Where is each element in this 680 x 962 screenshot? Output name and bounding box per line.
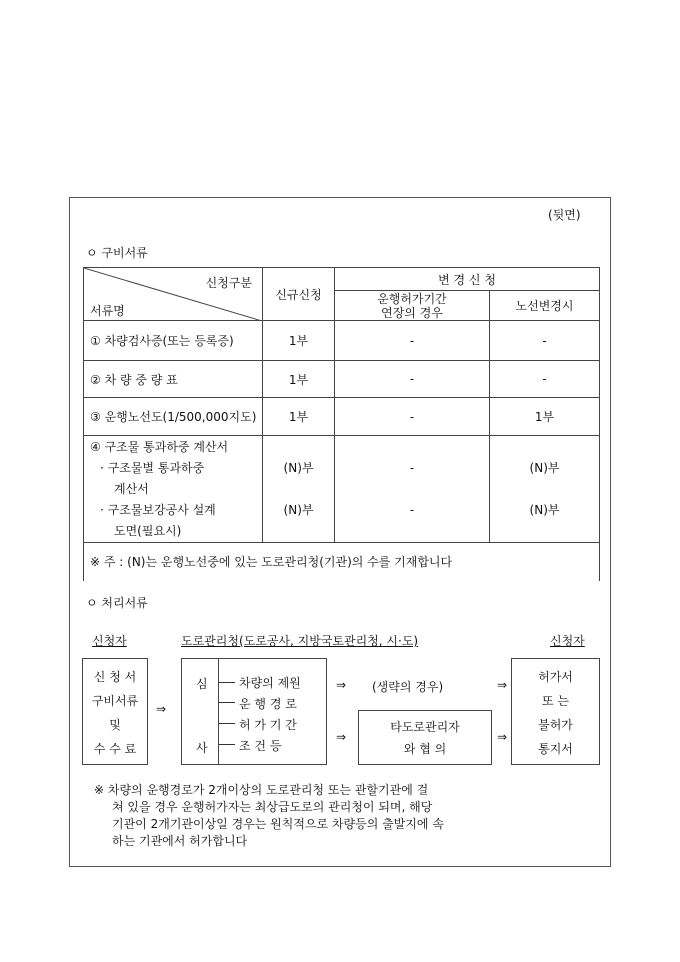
new-count: 1부 bbox=[263, 361, 335, 398]
review-box bbox=[181, 658, 327, 765]
applicant-left-label: 신청자 bbox=[92, 634, 127, 648]
review-bottom: 사 bbox=[196, 741, 208, 755]
doc-name: ① 차량검사증(또는 등록증) bbox=[84, 321, 263, 361]
corner-top: 신청구분 bbox=[205, 276, 252, 290]
col-new: 신규신청 bbox=[263, 268, 335, 321]
arrow-icon: ⇒ bbox=[336, 678, 347, 692]
arrow-icon: ⇒ bbox=[156, 702, 167, 716]
table-row bbox=[84, 361, 600, 398]
col-route: 노선변경시 bbox=[490, 291, 600, 321]
new-count: 1부 bbox=[263, 398, 335, 436]
review-item: 차량의 제원 bbox=[239, 676, 301, 690]
section-required-docs: ㅇ 구비서류 bbox=[86, 246, 148, 260]
arrow-icon: ⇒ bbox=[336, 730, 347, 744]
extend-count: - - bbox=[335, 436, 490, 543]
review-item: 허 가 기 간 bbox=[239, 718, 297, 732]
corner-bottom: 서류명 bbox=[90, 304, 125, 318]
result-box: 허가서 또 는 불허가 통지서 bbox=[511, 658, 600, 765]
required-docs-table bbox=[83, 267, 600, 581]
footnote: ※ 차량의 운행경로가 2개이상의 도로관리청 또는 관할기관에 걸 쳐 있을 경우 운행허가자는 최상급도로의 관리청이 되며, 해당 기관이 2개기관이상일 경우는 원칙적으로 차량등의 출발지에 속 하는 기관에서 허가합니다 bbox=[94, 783, 444, 848]
omitted-case: (생략의 경우) bbox=[372, 680, 444, 694]
application-box: 신 청 서 구비서류 및 수 수 료 bbox=[82, 658, 148, 765]
table-row bbox=[84, 436, 600, 543]
col-change: 변 경 신 청 bbox=[335, 268, 600, 291]
extend-count: - bbox=[335, 398, 490, 436]
route-count: - bbox=[490, 321, 600, 361]
applicant-right-label: 신청자 bbox=[550, 634, 585, 648]
corner-cell bbox=[84, 268, 263, 321]
consult-box: 타도로관리자 와 협 의 bbox=[358, 710, 492, 765]
doc-name: ② 차 량 중 량 표 bbox=[84, 361, 263, 398]
doc-name: ③ 운행노선도(1/500,000지도) bbox=[84, 398, 263, 436]
new-count: 1부 bbox=[263, 321, 335, 361]
extend-count: - bbox=[335, 321, 490, 361]
route-count: - bbox=[490, 361, 600, 398]
arrow-icon: ⇒ bbox=[497, 678, 508, 692]
table-row bbox=[84, 321, 600, 361]
new-count: (N)부 (N)부 bbox=[263, 436, 335, 543]
side-label: (뒷면) bbox=[548, 208, 581, 222]
extend-count: - bbox=[335, 361, 490, 398]
section-processing: ㅇ 처리서류 bbox=[86, 596, 148, 610]
authority-label: 도로관리청(도로공사, 지방국토관리청, 시·도) bbox=[181, 634, 419, 648]
route-count: (N)부 (N)부 bbox=[490, 436, 600, 543]
doc-name: ④ 구조물 통과하중 계산서 · 구조물별 통과하중 계산서 · 구조물보강공사 설계 도면(필요시) bbox=[84, 436, 263, 543]
review-item: 운 행 경 로 bbox=[239, 697, 297, 711]
table-note: ※ 주 : (N)는 운행노선중에 있는 도로관리청(기관)의 수를 기재합니다 bbox=[84, 543, 600, 581]
arrow-icon: ⇒ bbox=[497, 730, 508, 744]
review-top: 심 bbox=[196, 677, 208, 691]
route-count: 1부 bbox=[490, 398, 600, 436]
table-row bbox=[84, 398, 600, 436]
col-extend: 운행허가기간 연장의 경우 bbox=[335, 291, 490, 321]
review-item: 조 건 등 bbox=[239, 739, 282, 753]
